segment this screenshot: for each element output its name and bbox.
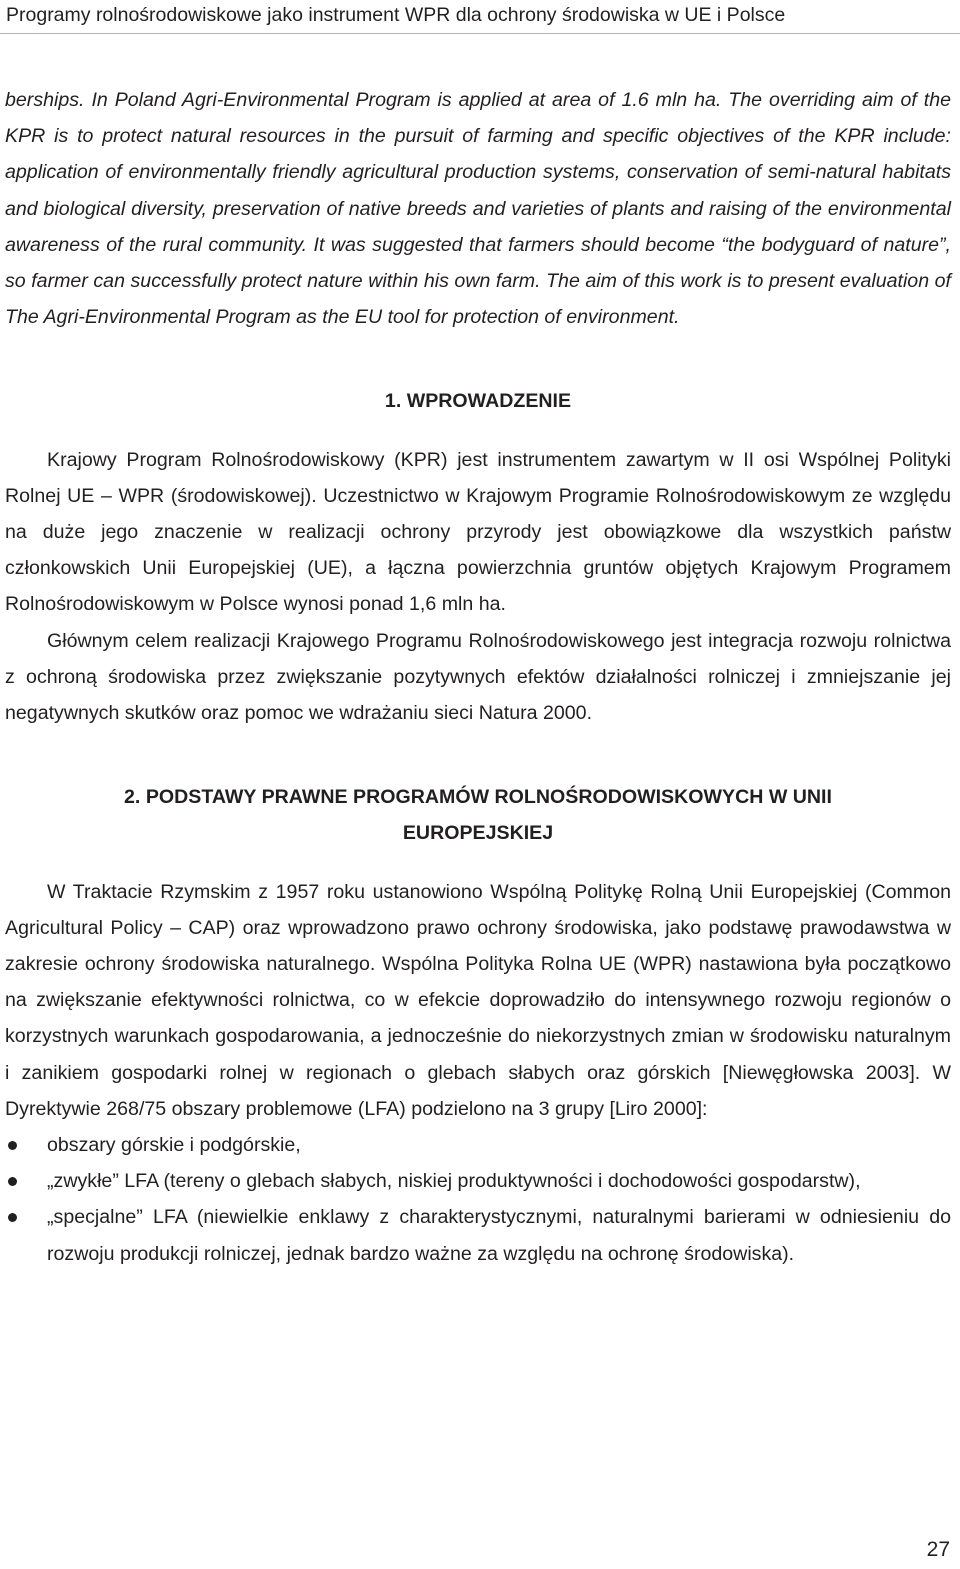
section-1-paragraph-2: Głównym celem realizacji Krajowego Programu Rolnośrodowiskowego jest integracja rozwoju rolnictwa z ochroną środowiska przez zwiększanie pozytywnych efektów działalności rolniczej i zmniejszanie jej negatywnych skutków oraz pomoc we wdrażaniu sieci Natura 2000. [5,629,951,725]
section-1-paragraph-1: Krajowy Program Rolnośrodowiskowy (KPR) jest instrumentem zawartym w II osi Wspólnej Polityki Rolnej UE – WPR (środowiskowej). Uczestnictwo w Krajowym Programie Rolnośrodowiskowym ze względu na duże jego znaczenie w realizacji ochrony przyrody jest obowiązkowe dla wszystkich państw członkowskich Unii Europejskiej (UE), a łączna powierzchnia gruntów objętych Krajowym Programem Rolnośrodowiskowym w Polsce wynosi ponad 1,6 mln ha. [5,448,951,616]
running-header [0,0,960,34]
bullet-icon [8,1141,17,1150]
list-item [5,1199,951,1271]
section-2-heading-line-1: 2. PODSTAWY PRAWNE PROGRAMÓW ROLNOŚRODOWISKOWYCH W UNII [124,786,832,809]
abstract-paragraph: berships. In Poland Agri-Environmental Program is applied at area of 1.6 mln ha. The overriding aim of the KPR is to protect natural resources in the pursuit of farming and specific objectives of the KPR include: application of environmentally friendly agricultural production systems, conservation of semi-natural habitats and biological diversity, preservation of native breeds and varieties of plants and raising of the environmental awareness of the rural community. It was suggested that farmers should become “the bodyguard of nature”, so farmer can successfully protect nature within his own farm. The aim of this work is to present evaluation of The Agri-Environmental Program as the EU tool for protection of environment. [5,89,951,329]
english-abstract [5,82,951,335]
section-2-paragraph: W Traktacie Rzymskim z 1957 roku ustanowiono Wspólną Politykę Rolną Unii Europejskiej (Common Agricultural Policy – CAP) oraz wprowadzono prawo ochrony środowiska, jako podstawę prawodawstwa w zakresie ochrony środowiska naturalnego. Wspólna Polityka Rolna UE (WPR) nastawiona była początkowo na zwiększanie efektywności rolnictwa, co w efekcie doprowadziło do intensywnego rozwoju regionów o korzystnych warunkach gospodarowania, a jednocześnie do niekorzystnych zmian w środowisku naturalnym i zanikiem gospodarki rolnej w regionach o glebach słabych oraz górskich [Niewęgłowska 2003]. W Dyrektywie 268/75 obszary problemowe (LFA) podzielono na 3 grupy [Liro 2000]: [5,880,951,1120]
list-item [5,1127,951,1163]
page-content [5,82,951,1272]
list-item [5,1163,951,1199]
bullet-icon [8,1213,17,1222]
section-2-heading [5,779,951,851]
page-number: 27 [926,1538,950,1561]
list-item-text: obszary górskie i podgórskie, [47,1134,301,1157]
lfa-groups-list [5,1127,951,1272]
section-2-heading-line-2: EUROPEJSKIEJ [402,822,554,845]
section-1-heading: 1. WPROWADZENIE [384,390,572,413]
bullet-icon [8,1177,17,1186]
list-item-text: „specjalne” LFA (niewielkie enklawy z charakterystycznymi, naturalnymi barierami w odniesieniu do rozwoju produkcji rolniczej, jednak bardzo ważne za względu na ochronę środowiska). [47,1206,951,1265]
running-header-title: Programy rolnośrodowiskowe jako instrument WPR dla ochrony środowiska w UE i Polsce [6,4,786,26]
list-item-text: „zwykłe” LFA (tereny o glebach słabych, niskiej produktywności i dochodowości gospodarstw), [47,1170,861,1193]
